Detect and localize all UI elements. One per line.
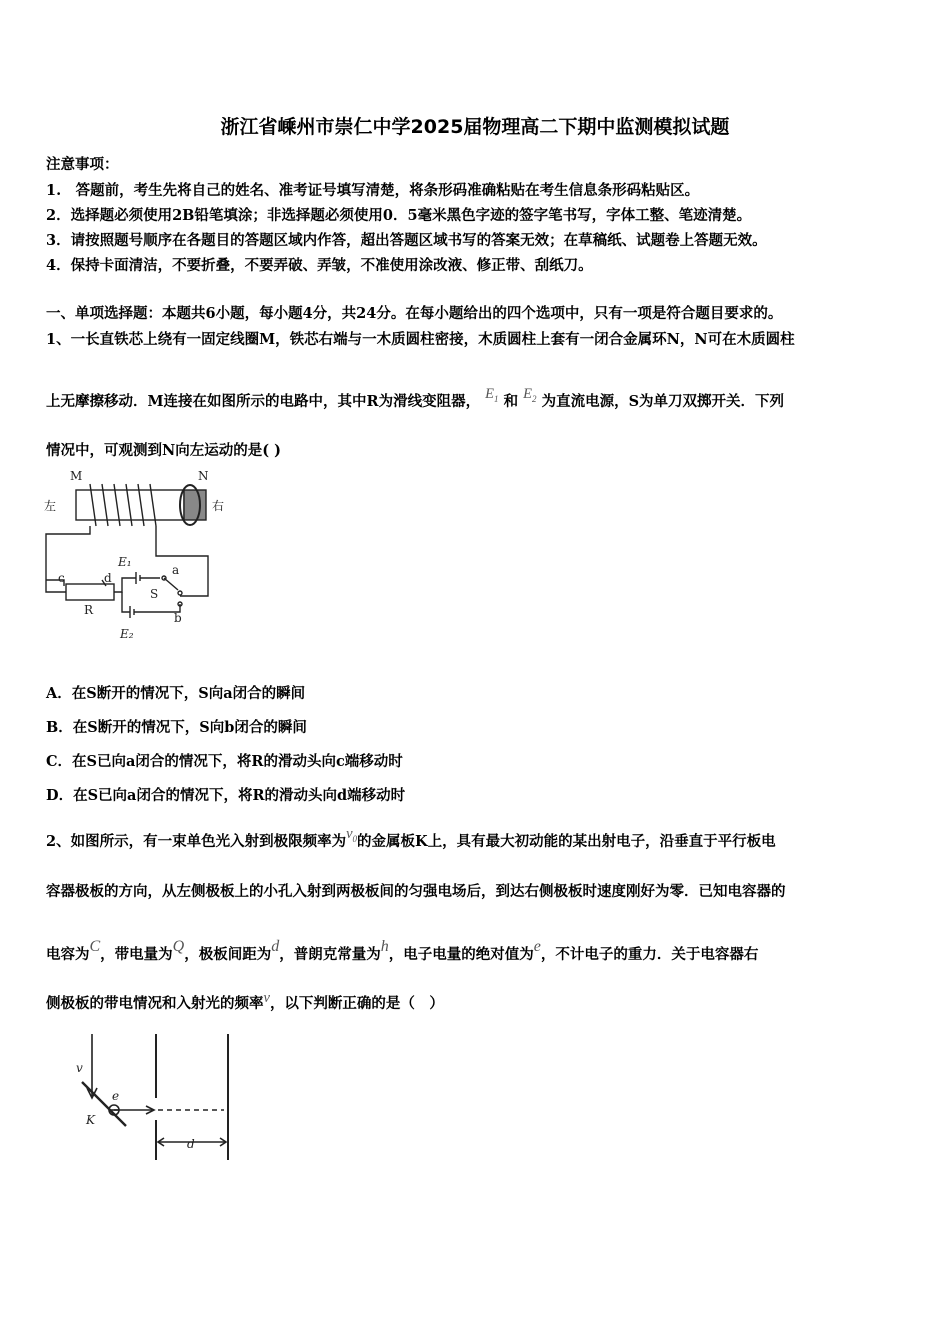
q1-line-3: 情况中，可观测到N向左运动的是( ) [46, 442, 282, 459]
q1-option-b: B．在S断开的情况下，S向b闭合的瞬间 [46, 719, 307, 736]
label-b: b [174, 611, 182, 625]
label-S: S [150, 587, 159, 601]
label-N: N [198, 469, 209, 483]
label-d: d [187, 1137, 195, 1151]
page-title: 浙江省嵊州市崇仁中学2025届物理高二下期中监测模拟试题 [220, 116, 730, 138]
label-M: M [70, 469, 83, 483]
battery-E1 [136, 572, 140, 584]
q2-capacitor-figure [42, 1030, 252, 1165]
h-symbol: h [380, 938, 389, 955]
q1-option-d: D．在S已向a闭合的情况下，将R的滑动头向d端移动时 [46, 787, 406, 804]
q2-line-1: 2、如图所示，有一束单色光入射到极限频率为$v_0$的金属板K上，具有最大初动能的某出射电子，沿垂直于平行板电 [46, 826, 776, 850]
v0-symbol: $v_0$ [346, 826, 358, 844]
label-E2: E₂ [120, 627, 134, 641]
e-symbol: e [533, 938, 541, 955]
q1-option-c: C．在S已向a闭合的情况下，将R的滑动头向c端移动时 [46, 753, 403, 770]
label-E1: E₁ [118, 555, 132, 569]
e1-symbol: $E_1$ [485, 386, 499, 404]
q1-option-a: A．在S断开的情况下，S向a闭合的瞬间 [46, 685, 306, 702]
q1-line-2-a: 上无摩擦移动．M连接在如图所示的电路中，其中R为滑线变阻器， [46, 393, 481, 410]
section-heading: 一、单项选择题：本题共6小题，每小题4分，共24分。在每小题给出的四个选项中，只有一项是符合题目要求的。 [46, 305, 783, 322]
q2-line-2: 容器极板的方向，从左侧极板上的小孔入射到两极板间的匀强电场后，到达右侧极板时速度刚好为零．已知电容器的 [46, 883, 786, 900]
resistor-R [66, 584, 114, 600]
label-c: c [58, 571, 65, 585]
e2-symbol: $E_2$ [523, 386, 537, 404]
q2-line-4: 侧极板的带电情况和入射光的频率v，以下判断正确的是（ ） [46, 990, 444, 1012]
label-right: 右 [212, 499, 225, 513]
switch-S [164, 578, 178, 590]
notice-item-3: 3．请按照题号顺序在各题目的答题区域内作答，超出答题区域书写的答案无效；在草稿纸、试题卷上答题无效。 [46, 232, 767, 249]
q1-line-1: 1、一长直铁芯上绕有一固定线圈M，铁芯右端与一木质圆柱密接，木质圆柱上套有一闭合金属环N，N可在木质圆柱 [46, 331, 795, 348]
wooden-cylinder [184, 490, 206, 520]
notice-item-4: 4．保持卡面清洁，不要折叠，不要弄破、弄皱，不准使用涂改液、修正带、刮纸刀。 [46, 257, 593, 274]
q1-and: 和 [503, 393, 519, 410]
q1-circuit-figure [40, 462, 240, 652]
notice-item-2: 2．选择题必须使用2B铅笔填涂；非选择题必须使用0．5毫米黑色字迹的签字笔书写，字体工整、笔迹清楚。 [46, 207, 752, 224]
v-symbol: v [263, 990, 270, 1006]
d-symbol: d [271, 938, 280, 955]
q1-line-2-b: 为直流电源，S为单刀双掷开关．下列 [541, 393, 785, 410]
label-a: a [172, 563, 180, 577]
label-v: v [76, 1061, 83, 1075]
Q-symbol: Q [172, 938, 185, 955]
q1-line-2 [46, 386, 785, 412]
q2-line-3: 电容为C，带电量为Q，极板间距为d，普朗克常量为h，电子电量的绝对值为e，不计电子的重力．关于电容器右 [46, 938, 759, 963]
label-e: e [112, 1089, 120, 1103]
label-d: d [104, 571, 112, 585]
label-K: K [86, 1113, 95, 1127]
notice-heading: 注意事项： [46, 156, 119, 173]
notice-item-1: 1. 答题前，考生先将自己的姓名、准考证号填写清楚，将条形码准确粘贴在考生信息条形码粘贴区。 [46, 182, 700, 199]
C-symbol: C [89, 938, 101, 955]
label-left: 左 [44, 499, 57, 513]
label-R: R [84, 603, 94, 617]
